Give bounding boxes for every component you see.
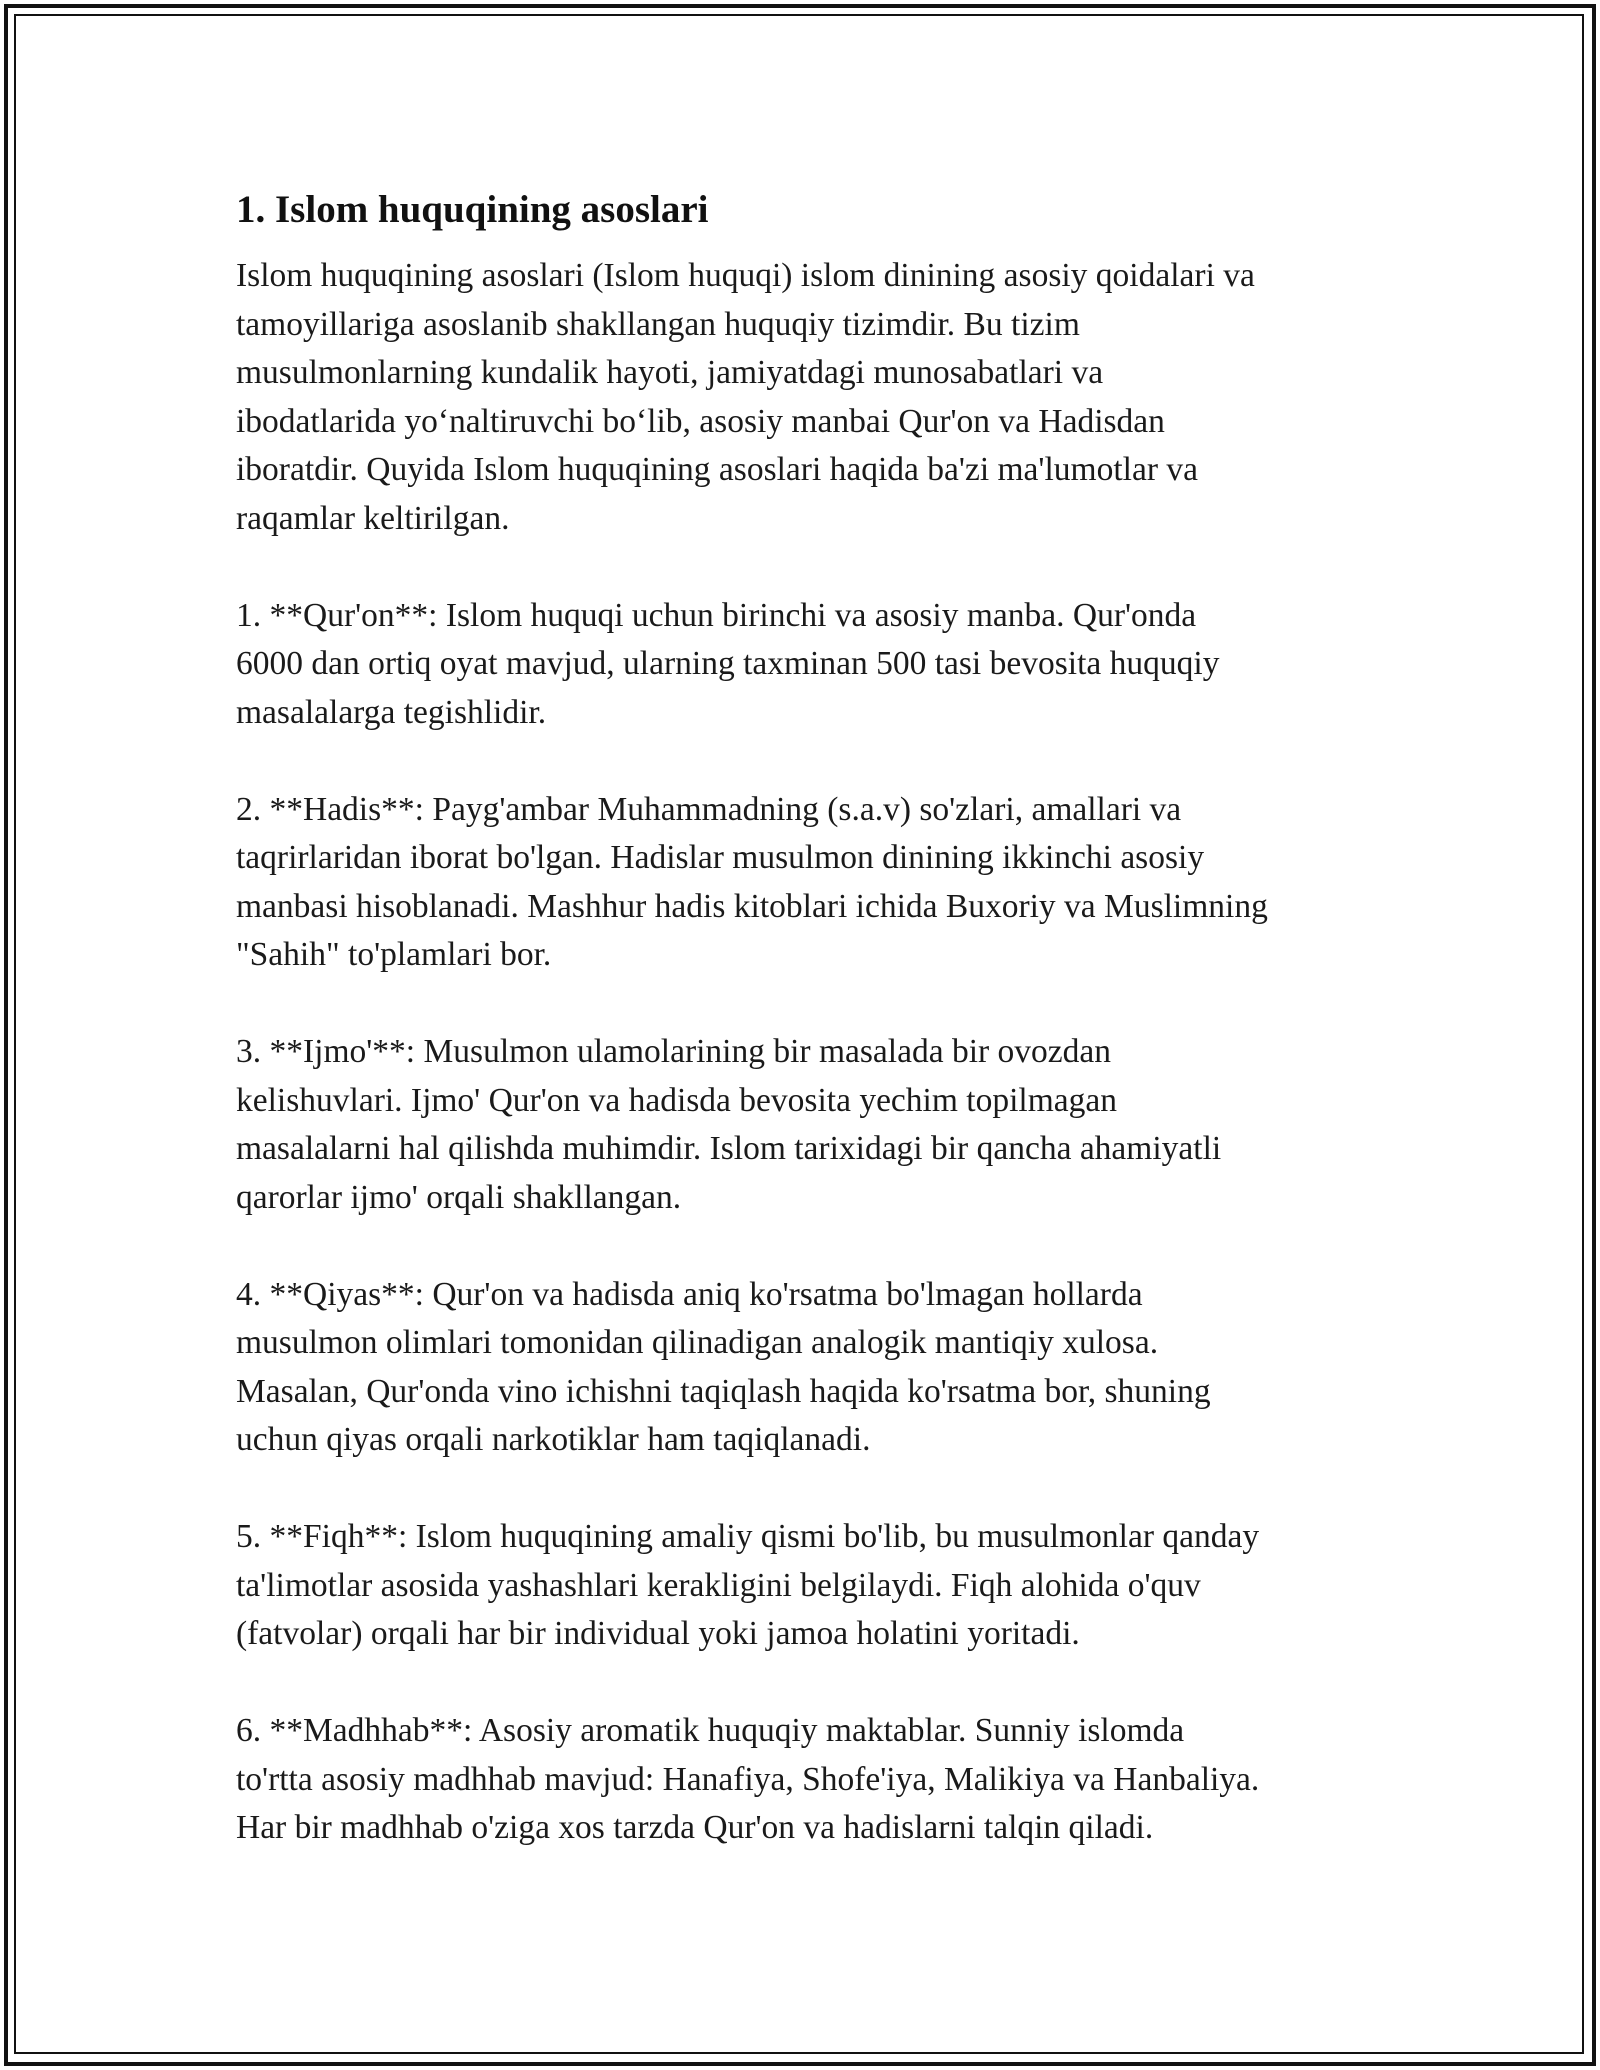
paragraph-line: to'rtta asosiy madhhab mavjud: Hanafiya, Shofe'iya, Malikiya va Hanbaliya. (236, 1760, 1260, 1798)
paragraph-line: musulmonlarning kundalik hayoti, jamiyatdagi munosabatlari va (236, 354, 1104, 391)
paragraph-line: musulmon olimlari tomonidan qilinadigan analogik mantiqiy xulosa. (236, 1324, 1159, 1361)
paragraph-line: Islom huquqining asoslari (Islom huquqi) islom dinining asosiy qoidalari va (236, 257, 1255, 294)
paragraph-line: masalalarga tegishlidir. (236, 693, 547, 731)
paragraph-line: Har bir madhhab o'ziga xos tarzda Qur'on va hadislarni talqin qiladi. (236, 1809, 1154, 1846)
paragraph-line: qarorlar ijmo' orqali shakllangan. (236, 1178, 682, 1216)
paragraph-line: tamoyillariga asoslanib shakllangan huquqiy tizimdir. Bu tizim (236, 305, 1080, 343)
paragraph-line: masalalarni hal qilishda muhimdir. Islom tarixidagi bir qancha ahamiyatli (236, 1130, 1222, 1167)
paragraph-line: (fatvolar) orqali har bir individual yoki jamoa holatini yoritadi. (236, 1615, 1080, 1652)
paragraph-line: "Sahih" to'plamlari bor. (236, 936, 552, 973)
paragraph-line: ta'limotlar asosida yashashlari kerakligini belgilaydi. Fiqh alohida o'quv (236, 1566, 1201, 1604)
paragraph-line: raqamlar keltirilgan. (236, 499, 510, 537)
list-item-hadis (236, 786, 1376, 980)
list-item-quran (236, 592, 1376, 738)
document-body (236, 186, 1376, 1901)
paragraph-line: uchun qiyas orqali narkotiklar ham taqiqlanadi. (236, 1421, 871, 1458)
paragraph-line: ibodatlarida yo‘naltiruvchi bo‘lib, asosiy manbai Qur'on va Hadisdan (236, 402, 1165, 440)
paragraph-line: 1. **Qur'on**: Islom huquqi uchun birinchi va asosiy manba. Qur'onda (236, 596, 1197, 634)
intro-paragraph (236, 252, 1376, 543)
list-item-madhhab (236, 1707, 1376, 1853)
list-item-qiyas (236, 1271, 1376, 1465)
paragraph-line: 6. **Madhhab**: Asosiy aromatik huquqiy maktablar. Sunniy islomda (236, 1712, 1185, 1749)
paragraph-line: manbasi hisoblanadi. Mashhur hadis kitoblari ichida Buxoriy va Muslimning (236, 887, 1268, 925)
list-item-fiqh (236, 1513, 1376, 1659)
page-title: 1. Islom huquqining asoslari (236, 188, 709, 231)
paragraph-line: 2. **Hadis**: Payg'ambar Muhammadning (s.a.v) so'zlari, amallari va (236, 790, 1182, 828)
list-item-ijmo (236, 1028, 1376, 1222)
paragraph-line: 6000 dan ortiq oyat mavjud, ularning taxminan 500 tasi bevosita huquqiy (236, 645, 1220, 682)
paragraph-line: Masalan, Qur'onda vino ichishni taqiqlash haqida ko'rsatma bor, shuning (236, 1372, 1211, 1410)
paragraph-line: 4. **Qiyas**: Qur'on va hadisda aniq ko'rsatma bo'lmagan hollarda (236, 1275, 1143, 1313)
paragraph-line: 3. **Ijmo'**: Musulmon ulamolarining bir masalada bir ovozdan (236, 1033, 1112, 1070)
paragraph-line: kelishuvlari. Ijmo' Qur'on va hadisda bevosita yechim topilmagan (236, 1081, 1118, 1119)
paragraph-line: taqrirlaridan iborat bo'lgan. Hadislar musulmon dinining ikkinchi asosiy (236, 839, 1205, 876)
paragraph-line: 5. **Fiqh**: Islom huquqining amaliy qismi bo'lib, bu musulmonlar qanday (236, 1518, 1260, 1555)
paragraph-line: iboratdir. Quyida Islom huquqining asoslari haqida ba'zi ma'lumotlar va (236, 451, 1198, 488)
